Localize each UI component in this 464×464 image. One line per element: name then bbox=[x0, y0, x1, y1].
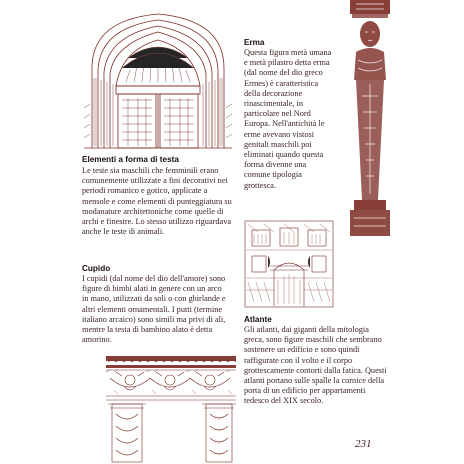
testa-text bbox=[82, 166, 242, 237]
cupid-frieze-illustration bbox=[106, 356, 236, 464]
atlante-line: raffigurate con il volto e il corpo bbox=[244, 355, 353, 365]
erma-line: particolare nel Nord bbox=[244, 109, 311, 119]
atlante-line: grottescamente contorti dalla fatica. Questi bbox=[244, 365, 387, 375]
cupido-text bbox=[82, 274, 242, 345]
erma-heading: Erma bbox=[244, 38, 265, 47]
erma-line: rinascimentale, in bbox=[244, 99, 303, 109]
herm-pillar-illustration bbox=[348, 0, 392, 236]
testa-line: modanature architettoniche come quelle di bbox=[82, 206, 224, 216]
cupido-line: italiano arcaico) sono simili ma privi di ali, bbox=[82, 314, 226, 324]
atlante-line: Gli atlanti, dai giganti della mitologia bbox=[244, 325, 369, 334]
gothic-portal-illustration bbox=[82, 8, 234, 150]
atlante-line: atlanti portano sulle spalle la cornice della bbox=[244, 376, 385, 386]
atlante-text bbox=[244, 325, 394, 407]
erma-line: della decorazione bbox=[244, 88, 303, 98]
erma-line: (dal nome del dio greco bbox=[244, 68, 323, 78]
erma-line: comune tipologia bbox=[244, 170, 302, 180]
cupido-line: in mano, utilizzati da soli o con ghirlande e bbox=[82, 294, 226, 304]
testa-line: periodi romanico e gotico, applicate a bbox=[82, 186, 208, 196]
erma-line: Europa. Nell'antichità le bbox=[244, 119, 325, 129]
atlante-line: tedesco del XIX secolo. bbox=[244, 396, 324, 406]
erma-line: grottesca. bbox=[244, 180, 277, 190]
page-number: 231 bbox=[355, 438, 372, 450]
erma-line: erme avevano vistosi bbox=[244, 129, 315, 139]
cupido-heading: Cupido bbox=[82, 264, 111, 273]
erma-text bbox=[244, 48, 346, 191]
cupido-line: figure di bimbi alati in genere con un arco bbox=[82, 284, 222, 294]
testa-line: comunemente utilizzate a fini decorativi nei bbox=[82, 176, 228, 186]
atlas-doorway-illustration bbox=[244, 220, 334, 308]
cupido-line: mentre la testa di bambino alato è detta bbox=[82, 325, 213, 335]
cupido-line: I cupidi (dal nome del dio dell'amore) sono bbox=[82, 274, 226, 283]
atlante-heading: Atlante bbox=[244, 315, 272, 324]
cupido-line: altri elementi ornamentali. I putti (termine bbox=[82, 304, 223, 314]
erma-line: eliminati quando questa bbox=[244, 150, 324, 160]
testa-line: anche le teste di animali. bbox=[82, 227, 165, 237]
erma-line: Ermes) è caratteristica bbox=[244, 78, 319, 88]
erma-line: genitali maschili poi bbox=[244, 139, 312, 149]
testa-line: archi e finestre. Lo stesso utilizzo riguardava bbox=[82, 217, 232, 227]
atlante-line: sostenere un edificio e sono quindi bbox=[244, 345, 360, 355]
testa-line: Le teste sia maschili che femminili erano bbox=[82, 166, 219, 175]
testa-line: mensole e come elementi di punteggiatura su bbox=[82, 196, 232, 206]
cupido-line: amorino. bbox=[82, 335, 112, 345]
atlante-line: greca, sono figure maschili che sembrano bbox=[244, 335, 382, 345]
erma-line: forma divenne una bbox=[244, 160, 307, 170]
erma-line: e metà pilastro detta erma bbox=[244, 58, 330, 68]
atlante-line: porta di un edificio per appartamenti bbox=[244, 386, 366, 396]
testa-heading: Elementi a forma di testa bbox=[82, 155, 179, 164]
erma-line: Questa figura metà umana bbox=[244, 48, 332, 57]
